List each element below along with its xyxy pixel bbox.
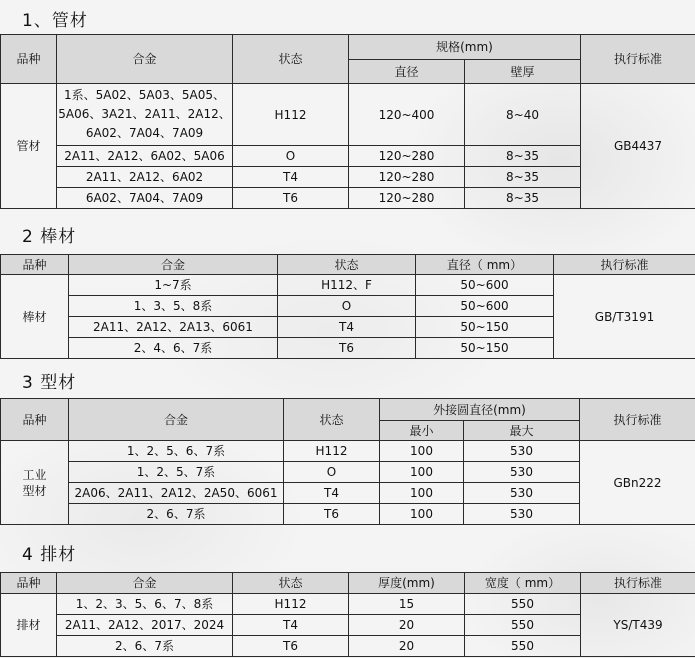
width-cell: 550 [465,594,581,615]
alloy-cell: 1、2、3、5、6、7、8系 [57,594,233,615]
alloy-cell [57,84,233,146]
state-cell: O [278,296,416,317]
state-cell: O [284,462,380,483]
rod-table [0,254,695,359]
alloy-cell: 1、2、5、7系 [69,462,284,483]
max-cell: 530 [464,483,580,504]
alloy-cell: 2、4、6、7系 [69,338,278,359]
category-cell: 管材 [1,84,57,209]
state-cell: T6 [284,504,380,525]
section-title-profile: 3 型材 [22,373,77,393]
state-cell: H112 [233,84,349,146]
header-width: 宽度（ mm） [465,573,581,594]
standard-cell: GB4437 [581,84,695,209]
alloy-cell: 1、3、5、8系 [69,296,278,317]
header-category: 品种 [1,255,69,275]
thickness-cell: 20 [349,636,465,657]
pipe-table [0,34,695,209]
max-cell: 530 [464,441,580,462]
header-spec: 规格(mm) [349,35,581,60]
state-cell: O [233,146,349,167]
section-title-rod: 2 棒材 [22,227,77,247]
header-diameter: 直径（ mm） [416,255,554,275]
category-line: 工业 [22,467,47,482]
standard-cell: GB/T3191 [554,275,695,359]
header-standard: 执行标准 [581,35,695,84]
wall-cell: 8~35 [465,188,581,209]
alloy-cell: 2A11、2A12、2017、2024 [57,615,233,636]
alloy-cell: 2、6、7系 [69,504,284,525]
wall-cell: 8~35 [465,167,581,188]
header-circumscribed-diameter: 外接圆直径(mm) [380,399,580,421]
header-min: 最小 [380,421,464,441]
alloy-cell: 2A11、2A12、2A13、6061 [69,317,278,338]
header-diameter: 直径 [349,60,465,84]
header-category: 品种 [1,399,69,441]
alloy-cell: 6A02、7A04、7A09 [57,188,233,209]
header-state: 状态 [284,399,380,441]
header-standard: 执行标准 [580,399,695,441]
header-alloy: 合金 [57,573,233,594]
alloy-line: 1系、5A02、5A03、5A05、 [64,88,225,102]
diameter-cell: 120~280 [349,146,465,167]
category-cell: 排材 [1,594,57,657]
standard-cell: GBn222 [580,441,695,525]
alloy-line: 6A02、7A04、7A09 [85,126,204,140]
header-max: 最大 [464,421,580,441]
category-cell [1,441,69,525]
busbar-table [0,572,695,657]
max-cell: 530 [464,462,580,483]
min-cell: 100 [380,483,464,504]
header-alloy: 合金 [69,255,278,275]
header-wall-thickness: 壁厚 [465,60,581,84]
state-cell: T6 [278,338,416,359]
alloy-cell: 2、6、7系 [57,636,233,657]
header-state: 状态 [233,35,349,84]
state-cell: T4 [233,615,349,636]
category-cell: 棒材 [1,275,69,359]
alloy-cell: 1、2、5、6、7系 [69,441,284,462]
alloy-cell: 2A06、2A11、2A12、2A50、6061 [69,483,284,504]
header-alloy: 合金 [57,35,233,84]
wall-cell: 8~40 [465,84,581,146]
profile-table [0,398,695,525]
state-cell: H112、F [278,275,416,296]
standard-cell: YS/T439 [581,594,695,657]
diameter-cell: 50~600 [416,275,554,296]
header-thickness: 厚度(mm) [349,573,465,594]
state-cell: T4 [233,167,349,188]
state-cell: T6 [233,636,349,657]
min-cell: 100 [380,441,464,462]
alloy-cell: 1~7系 [69,275,278,296]
width-cell: 550 [465,636,581,657]
state-cell: H112 [284,441,380,462]
max-cell: 530 [464,504,580,525]
state-cell: T4 [278,317,416,338]
section-title-busbar: 4 排材 [22,545,77,565]
thickness-cell: 20 [349,615,465,636]
category-line: 型材 [22,483,47,498]
min-cell: 100 [380,504,464,525]
thickness-cell: 15 [349,594,465,615]
width-cell: 550 [465,615,581,636]
diameter-cell: 120~280 [349,188,465,209]
section-title-pipe: 1、管材 [22,11,88,31]
wall-cell: 8~35 [465,146,581,167]
header-category: 品种 [1,573,57,594]
state-cell: T4 [284,483,380,504]
alloy-cell: 2A11、2A12、6A02 [57,167,233,188]
state-cell: T6 [233,188,349,209]
header-standard: 执行标准 [554,255,695,275]
diameter-cell: 120~280 [349,167,465,188]
header-alloy: 合金 [69,399,284,441]
diameter-cell: 50~150 [416,317,554,338]
diameter-cell: 120~400 [349,84,465,146]
header-standard: 执行标准 [581,573,695,594]
alloy-cell: 2A11、2A12、6A02、5A06 [57,146,233,167]
diameter-cell: 50~600 [416,296,554,317]
header-state: 状态 [278,255,416,275]
state-cell: H112 [233,594,349,615]
min-cell: 100 [380,462,464,483]
alloy-line: 5A06、3A21、2A11、2A12、 [58,107,231,121]
header-category: 品种 [1,35,57,84]
header-state: 状态 [233,573,349,594]
diameter-cell: 50~150 [416,338,554,359]
